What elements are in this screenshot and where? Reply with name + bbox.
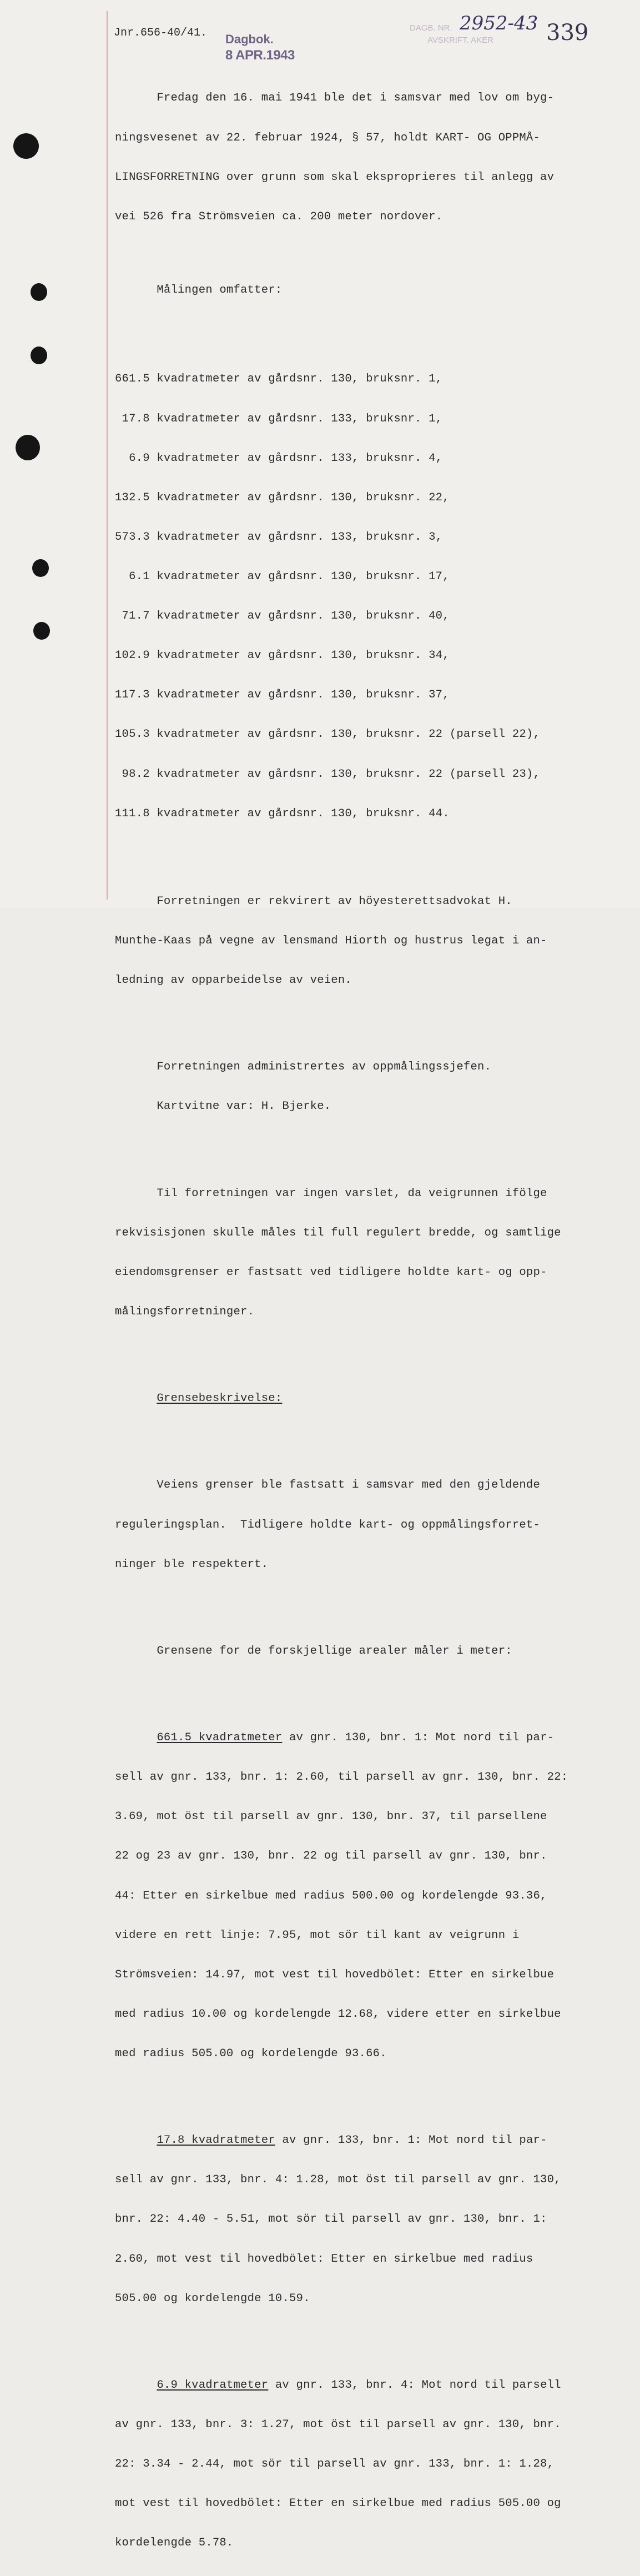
rekvirert-line: Forretningen er rekvirert av höyesterettsadvokat H. [115, 895, 512, 908]
parcel-first-rest: av gnr. 130, bnr. 1: Mot nord til par- [282, 1731, 555, 1745]
stamp-faint-line1: DAGB. NR. [410, 23, 452, 33]
grense-heading-line [115, 1392, 614, 1405]
measurement-line: 17.8 kvadratmeter av gårdsnr. 133, bruksnr. 1, [115, 412, 443, 425]
intro-line: Fredag den 16. mai 1941 ble det i samsvar med lov om byg- [115, 92, 555, 105]
measurement-line: 98.2 kvadratmeter av gårdsnr. 130, bruksnr. 22 (parsell 23), [115, 767, 541, 781]
parcel-line: 3.69, mot öst til parsell av gnr. 130, bnr. 37, til parsellene [115, 1810, 547, 1824]
parcel-line: mot vest til hovedbölet: Etter en sirkelbue med radius 505.00 og [115, 2497, 561, 2510]
parcel-line: kordelengde 5.78. [115, 2537, 234, 2550]
parcel-line: 505.00 og kordelengde 10.59. [115, 2292, 310, 2305]
intro-line: ningsvesenet av 22. februar 1924, § 57, holdt KART- OG OPPMÅ- [115, 131, 541, 144]
veiens-line: Veiens grenser ble fastsatt i samsvar med den gjeldende [115, 1479, 541, 1492]
measurement-line: 111.8 kvadratmeter av gårdsnr. 130, bruksnr. 44. [115, 807, 450, 820]
measurement-line: 661.5 kvadratmeter av gårdsnr. 130, bruksnr. 1, [115, 373, 443, 386]
indent [115, 1392, 157, 1405]
rekvirert-line: Munthe-Kaas på vegne av lensmand Hiorth og hustrus legat i an- [115, 935, 547, 947]
parcel-first-line [115, 2134, 614, 2147]
parcel-line: 22: 3.34 - 2.44, mot sör til parsell av gnr. 133, bnr. 1: 1.28, [115, 2458, 555, 2471]
parcel-first-rest: av gnr. 133, bnr. 4: Mot nord til parsell [268, 2378, 561, 2392]
maling-heading: Målingen omfatter: [115, 284, 283, 297]
intro-line: LINGSFORRETNING over grunn som skal eksproprieres til anlegg av [115, 170, 555, 184]
document-body [115, 66, 614, 2576]
measurement-line: 132.5 kvadratmeter av gårdsnr. 130, bruksnr. 22, [115, 491, 450, 504]
measurement-line: 573.3 kvadratmeter av gårdsnr. 133, bruksnr. 3, [115, 530, 443, 544]
parcel-line: av gnr. 133, bnr. 3: 1.27, mot öst til parsell av gnr. 130, bnr. [115, 2418, 561, 2431]
veiens-line: ninger ble respektert. [115, 1558, 269, 1571]
measurement-line: 105.3 kvadratmeter av gårdsnr. 130, bruksnr. 22 (parsell 22), [115, 728, 541, 741]
binder-hole [16, 435, 40, 460]
measurement-line: 71.7 kvadratmeter av gårdsnr. 130, bruksnr. 40, [115, 610, 450, 623]
stamp-faint-line2: AVSKRIFT. AKER [427, 36, 493, 45]
veiens-line: reguleringsplan. Tidligere holdte kart- og oppmålingsforret- [115, 1518, 541, 1531]
parcel-first-line [115, 1731, 614, 1745]
parcel-line: med radius 10.00 og kordelengde 12.68, videre etter en sirkelbue [115, 2007, 561, 2021]
binder-hole [13, 133, 39, 159]
stamp-date: 8 APR.1943 [225, 48, 295, 63]
parcel-line: 44: Etter en sirkelbue med radius 500.00 og kordelengde 93.36, [115, 1889, 547, 1902]
parcel-lead: 661.5 kvadratmeter [157, 1731, 283, 1745]
indent [115, 1731, 157, 1744]
parcel-line: med radius 505.00 og kordelengde 93.66. [115, 2047, 387, 2060]
grense-heading: Grensebeskrivelse: [157, 1392, 283, 1405]
varslet-line: Til forretningen var ingen varslet, da veigrunnen ifölge [115, 1187, 547, 1200]
margin-rule [107, 11, 108, 900]
parcel-line: 22 og 23 av gnr. 130, bnr. 22 og til parsell av gnr. 130, bnr. [115, 1850, 547, 1863]
parcel-lead: 17.8 kvadratmeter [157, 2134, 275, 2147]
varslet-line: rekvisisjonen skulle måles til full regulert bredde, og samtlige [115, 1226, 561, 1239]
indent [115, 2379, 157, 2392]
parcel-line: sell av gnr. 133, bnr. 1: 2.60, til parsell av gnr. 130, bnr. 22: [115, 1771, 568, 1784]
parcel-line: bnr. 22: 4.40 - 5.51, mot sör til parsell av gnr. 130, bnr. 1: [115, 2213, 547, 2226]
journal-number: Jnr.656-40/41. [114, 27, 208, 39]
binder-hole [33, 622, 50, 640]
intro-line: vei 526 fra Strömsveien ca. 200 meter nordover. [115, 210, 443, 223]
parcel-first-rest: av gnr. 133, bnr. 1: Mot nord til par- [275, 2134, 547, 2147]
stamp-dagbok: Dagbok. [225, 32, 274, 46]
measurement-line: 102.9 kvadratmeter av gårdsnr. 130, bruksnr. 34, [115, 649, 450, 662]
parcel-line: Strömsveien: 14.97, mot vest til hovedbölet: Etter en sirkelbue [115, 1968, 555, 1981]
parcel-line: videre en rett linje: 7.95, mot sör til kant av veigrunn i [115, 1929, 520, 1942]
measurement-line: 6.1 kvadratmeter av gårdsnr. 130, bruksnr. 17, [115, 570, 450, 584]
varslet-line: målingsforretninger. [115, 1305, 255, 1318]
page-number: 339 [546, 20, 589, 46]
indent [115, 2134, 157, 2147]
binder-hole [32, 559, 49, 577]
handwritten-number: 2952-43 [460, 12, 538, 34]
parcel-first-line [115, 2379, 614, 2392]
parcel-lead: 6.9 kvadratmeter [157, 2378, 269, 2392]
binder-hole [31, 283, 47, 301]
varslet-line: eiendomsgrenser er fastsatt ved tidligere holdte kart- og opp- [115, 1266, 547, 1279]
measurement-line: 6.9 kvadratmeter av gårdsnr. 133, bruksnr. 4, [115, 451, 443, 465]
grensene-line: Grensene for de forskjellige arealer måler i meter: [115, 1644, 512, 1658]
parcel-line: sell av gnr. 133, bnr. 4: 1.28, mot öst til parsell av gnr. 130, [115, 2173, 561, 2187]
kartvitne-line: Kartvitne var: H. Bjerke. [115, 1100, 331, 1113]
administrert-line: Forretningen administrertes av oppmålingssjefen. [115, 1061, 492, 1074]
rekvirert-line: ledning av opparbeidelse av veien. [115, 974, 352, 987]
binder-hole [31, 347, 47, 364]
parcel-line: 2.60, mot vest til hovedbölet: Etter en sirkelbue med radius [115, 2252, 533, 2266]
measurement-line: 117.3 kvadratmeter av gårdsnr. 130, bruksnr. 37, [115, 689, 450, 702]
